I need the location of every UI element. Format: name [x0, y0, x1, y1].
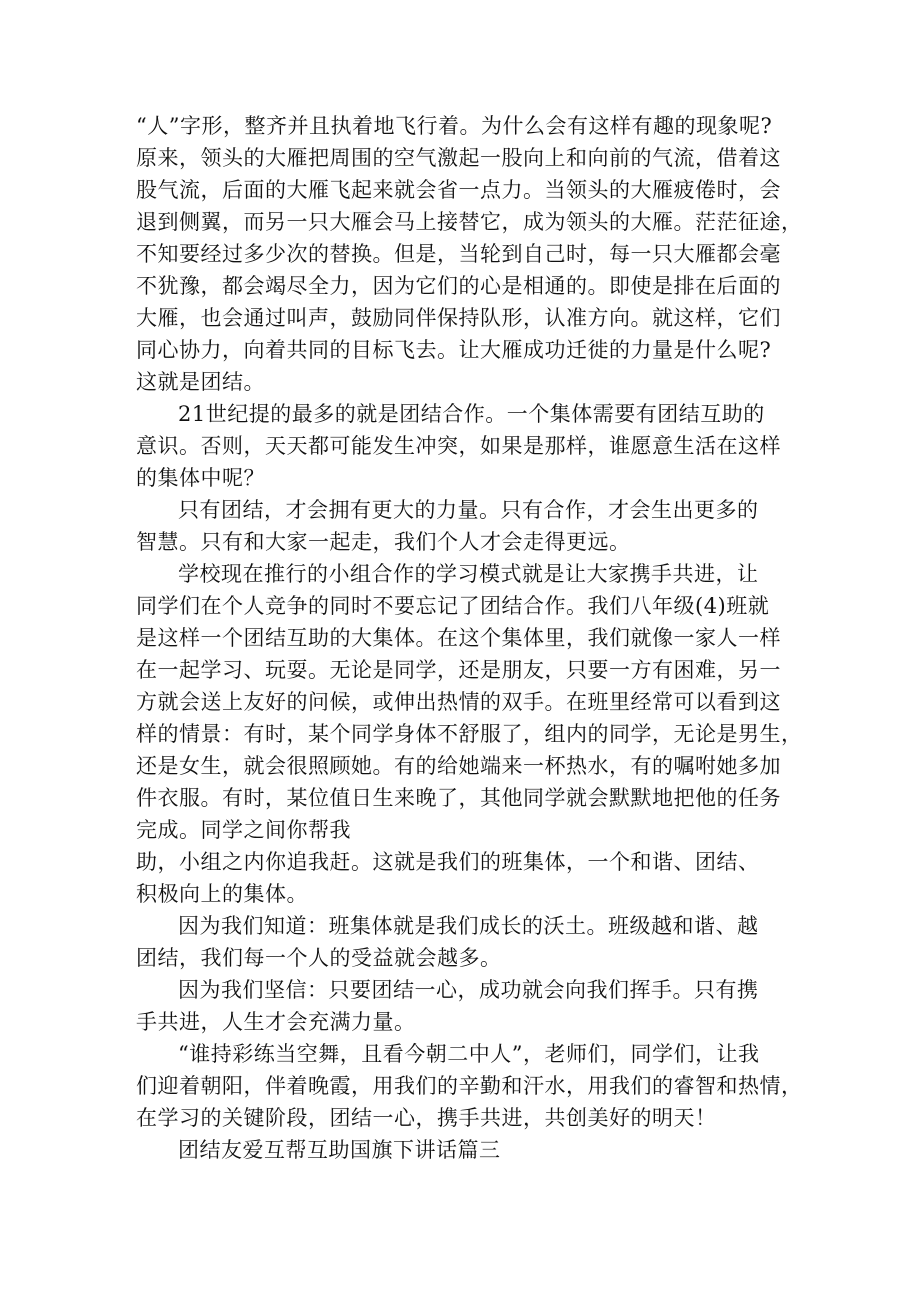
- text-line: 是这样一个团结互助的大集体。在这个集体里，我们就像一家人一样: [136, 626, 781, 650]
- text-line: 积极向上的集体。: [136, 882, 308, 906]
- text-line: “人”字形，整齐并且执着地飞行着。为什么会有这样有趣的现象呢?: [136, 114, 773, 138]
- text-line: 不知要经过多少次的替换。但是，当轮到自己时，每一只大雁都会毫: [136, 242, 781, 266]
- text-line: 学校现在推行的小组合作的学习模式就是让大家携手共进，让: [178, 562, 759, 586]
- text-line: 样的情景：有时，某个同学身体不舒服了，组内的同学，无论是男生，: [136, 722, 803, 746]
- section-heading: 团结友爱互帮互助国旗下讲话篇三: [178, 1138, 501, 1162]
- text-line: 同心协力，向着共同的目标飞去。让大雁成功迁徙的力量是什么呢?: [136, 338, 772, 362]
- text-line: 完成。同学之间你帮我: [136, 818, 351, 842]
- text-line: 在一起学习、玩耍。无论是同学，还是朋友，只要一方有困难，另一: [136, 658, 781, 682]
- text-line: 智慧。只有和大家一起走，我们个人才会走得更远。: [136, 530, 631, 554]
- text-line: 在学习的关键阶段，团结一心，携手共进，共创美好的明天！: [136, 1106, 717, 1130]
- text-line: 大雁，也会通过叫声，鼓励同伴保持队形，认准方向。就这样，它们: [136, 306, 781, 330]
- text-line: 手共进，人生才会充满力量。: [136, 1010, 416, 1034]
- text-line: 件衣服。有时，某位值日生来晚了，其他同学就会默默地把他的任务: [136, 786, 781, 810]
- text-line: 团结，我们每一个人的受益就会越多。: [136, 946, 502, 970]
- text-line: 助，小组之内你追我赶。这就是我们的班集体，一个和谐、团结、: [136, 850, 760, 874]
- text-line: “谁持彩练当空舞，且看今朝二中人”，老师们，同学们，让我: [178, 1042, 760, 1066]
- text-line: 只有团结，才会拥有更大的力量。只有合作，才会生出更多的: [178, 498, 759, 522]
- text-line: 因为我们知道：班集体就是我们成长的沃土。班级越和谐、越: [178, 914, 759, 938]
- text-line: 21世纪提的最多的就是团结合作。一个集体需要有团结互助的: [178, 402, 765, 426]
- text-line: 同学们在个人竞争的同时不要忘记了团结合作。我们八年级(4)班就: [136, 594, 770, 618]
- text-line: 因为我们坚信：只要团结一心，成功就会向我们挥手。只有携: [178, 978, 759, 1002]
- text-line: 这就是团结。: [136, 370, 265, 394]
- text-line: 方就会送上友好的问候，或伸出热情的双手。在班里经常可以看到这: [136, 690, 781, 714]
- text-line: 不犹豫，都会竭尽全力，因为它们的心是相通的。即使是排在后面的: [136, 274, 781, 298]
- text-line: 退到侧翼，而另一只大雁会马上接替它，成为领头的大雁。茫茫征途，: [136, 210, 803, 234]
- text-line: 还是女生，就会很照顾她。有的给她端来一杯热水，有的嘱咐她多加: [136, 754, 781, 778]
- text-line: 的集体中呢？: [136, 466, 265, 490]
- text-line: 股气流，后面的大雁飞起来就会省一点力。当领头的大雁疲倦时，会: [136, 178, 781, 202]
- text-line: 们迎着朝阳，伴着晚霞，用我们的辛勤和汗水，用我们的睿智和热情，: [136, 1074, 803, 1098]
- text-line: 原来，领头的大雁把周围的空气激起一股向上和向前的气流，借着这: [136, 146, 781, 170]
- text-line: 意识。否则，天天都可能发生冲突，如果是那样，谁愿意生活在这样: [136, 434, 781, 458]
